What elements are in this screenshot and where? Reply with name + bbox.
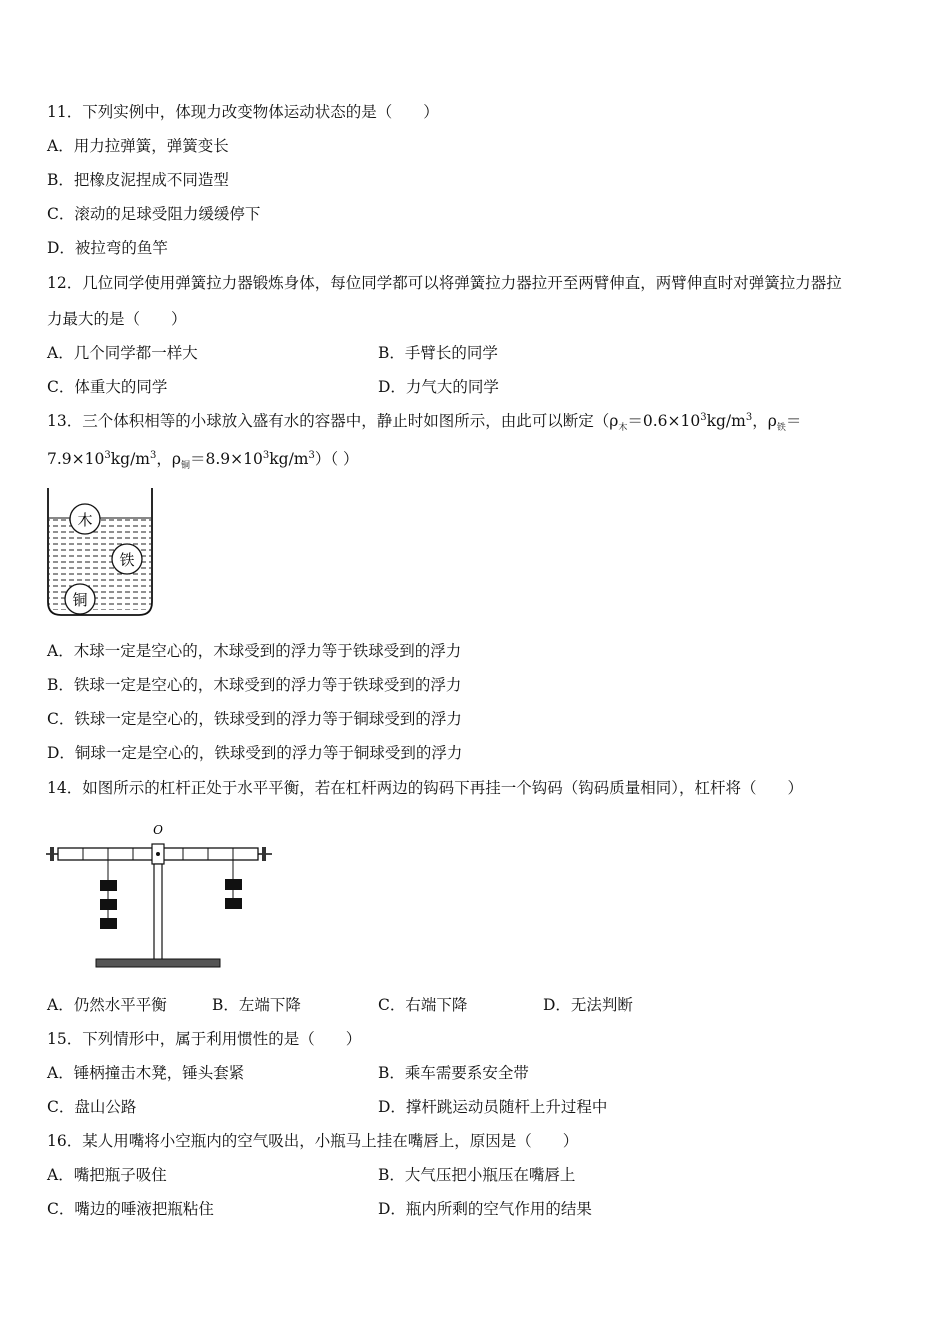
copper-ball-label: 铜 [72,591,88,609]
q16-option-d: D．瓶内所剩的空气作用的结果 [378,1200,592,1218]
q15-stem: 15．下列情形中，属于利用惯性的是（ ） [47,1030,362,1048]
q16-option-a: A．嘴把瓶子吸住 [47,1166,167,1184]
q16-option-b: B．大气压把小瓶压在嘴唇上 [378,1166,576,1184]
q14-option-a: A．仍然水平平衡 [47,996,167,1014]
q14-option-b: B．左端下降 [212,996,301,1014]
q11-option-b: B．把橡皮泥捏成不同造型 [47,171,229,189]
copper-ball [65,584,95,614]
right-balance-nut [262,847,266,861]
q13-line2-c: ，ρ [156,450,181,468]
q13-line2-d: ＝8.9×10 [190,450,263,468]
q13-sup4: 3 [149,450,157,461]
lever-stand [96,864,220,967]
q13-stem-line2 [47,449,359,472]
q11-option-c: C．滚动的足球受阻力缓缓停下 [47,205,261,223]
left-hook-weights [100,860,117,929]
q14-option-c: C．右端下降 [378,996,468,1014]
q15-option-a: A．锤柄撞击木凳，锤头套紧 [47,1064,245,1082]
q15-option-d: D．撑杆跳运动员随杆上升过程中 [378,1098,608,1116]
q13-sub-wood: 木 [618,423,628,434]
q13-sup3: 3 [104,450,111,461]
q13-sup1: 3 [700,412,707,423]
lever-bar [58,844,258,864]
container-figure [45,487,157,619]
q12-stem-line2: 力最大的是（ ） [47,310,187,328]
q12-stem-line1: 12．几位同学使用弹簧拉力器锻炼身体，每位同学都可以将弹簧拉力器拉开至两臂伸直，两臂伸直时对弹簧拉力器拉 [47,274,842,292]
q13-stem-d: ，ρ [752,412,777,430]
q13-stem-line1 [47,411,802,434]
pivot-point [156,852,160,856]
q16-option-c: C．嘴边的唾液把瓶粘住 [47,1200,214,1218]
left-balance-nut [50,847,54,861]
lever-figure [44,818,276,974]
q13-stem-e: ＝ [785,412,802,430]
iron-ball-label: 铁 [119,551,135,569]
q11-stem: 11．下列实例中，体现力改变物体运动状态的是（ ） [47,103,439,121]
q12-option-a: A．几个同学都一样大 [47,344,198,362]
q11-option-a: A．用力拉弹簧，弹簧变长 [47,137,229,155]
q13-line2-a: 7.9×10 [47,450,105,468]
q12-option-d: D．力气大的同学 [378,378,499,396]
q13-option-a: A．木球一定是空心的，木球受到的浮力等于铁球受到的浮力 [47,642,462,660]
right-hook-weights [225,860,242,909]
q13-sup6: 3 [308,450,315,461]
q13-option-b: B．铁球一定是空心的，木球受到的浮力等于铁球受到的浮力 [47,676,462,694]
q13-option-d: D．铜球一定是空心的，铁球受到的浮力等于铜球受到的浮力 [47,744,463,762]
q11-option-d: D．被拉弯的鱼竿 [47,239,168,257]
q14-option-d: D．无法判断 [543,996,633,1014]
q13-line2-f: ）（ ） [314,450,359,468]
q12-option-c: C．体重大的同学 [47,378,168,396]
q13-stem-b: ＝0.6×10 [627,412,701,430]
wood-ball-label: 木 [77,511,93,529]
q16-stem: 16．某人用嘴将小空瓶内的空气吸出，小瓶马上挂在嘴唇上，原因是（ ） [47,1132,579,1150]
q13-sup2: 3 [745,412,753,423]
q13-sub-iron: 铁 [776,423,786,434]
q13-stem-c: kg/m [706,412,746,430]
q13-sup5: 3 [262,450,270,461]
q15-option-c: C．盘山公路 [47,1098,137,1116]
wood-ball [70,504,100,534]
q13-option-c: C．铁球一定是空心的，铁球受到的浮力等于铜球受到的浮力 [47,710,462,728]
q15-option-b: B．乘车需要系安全带 [378,1064,529,1082]
pivot-label: O [153,823,163,837]
q13-line2-e: kg/m [269,450,309,468]
q13-sub-copper: 铜 [180,461,190,472]
q13-line2-b: kg/m [110,450,150,468]
q14-stem: 14．如图所示的杠杆正处于水平平衡，若在杠杆两边的钩码下再挂一个钩码（钩码质量相同），杠杆将（ ） [47,779,803,797]
q12-option-b: B．手臂长的同学 [378,344,498,362]
q13-stem-a: 13．三个体积相等的小球放入盛有水的容器中，静止时如图所示，由此可以断定（ρ [47,412,619,430]
iron-ball [112,544,142,574]
